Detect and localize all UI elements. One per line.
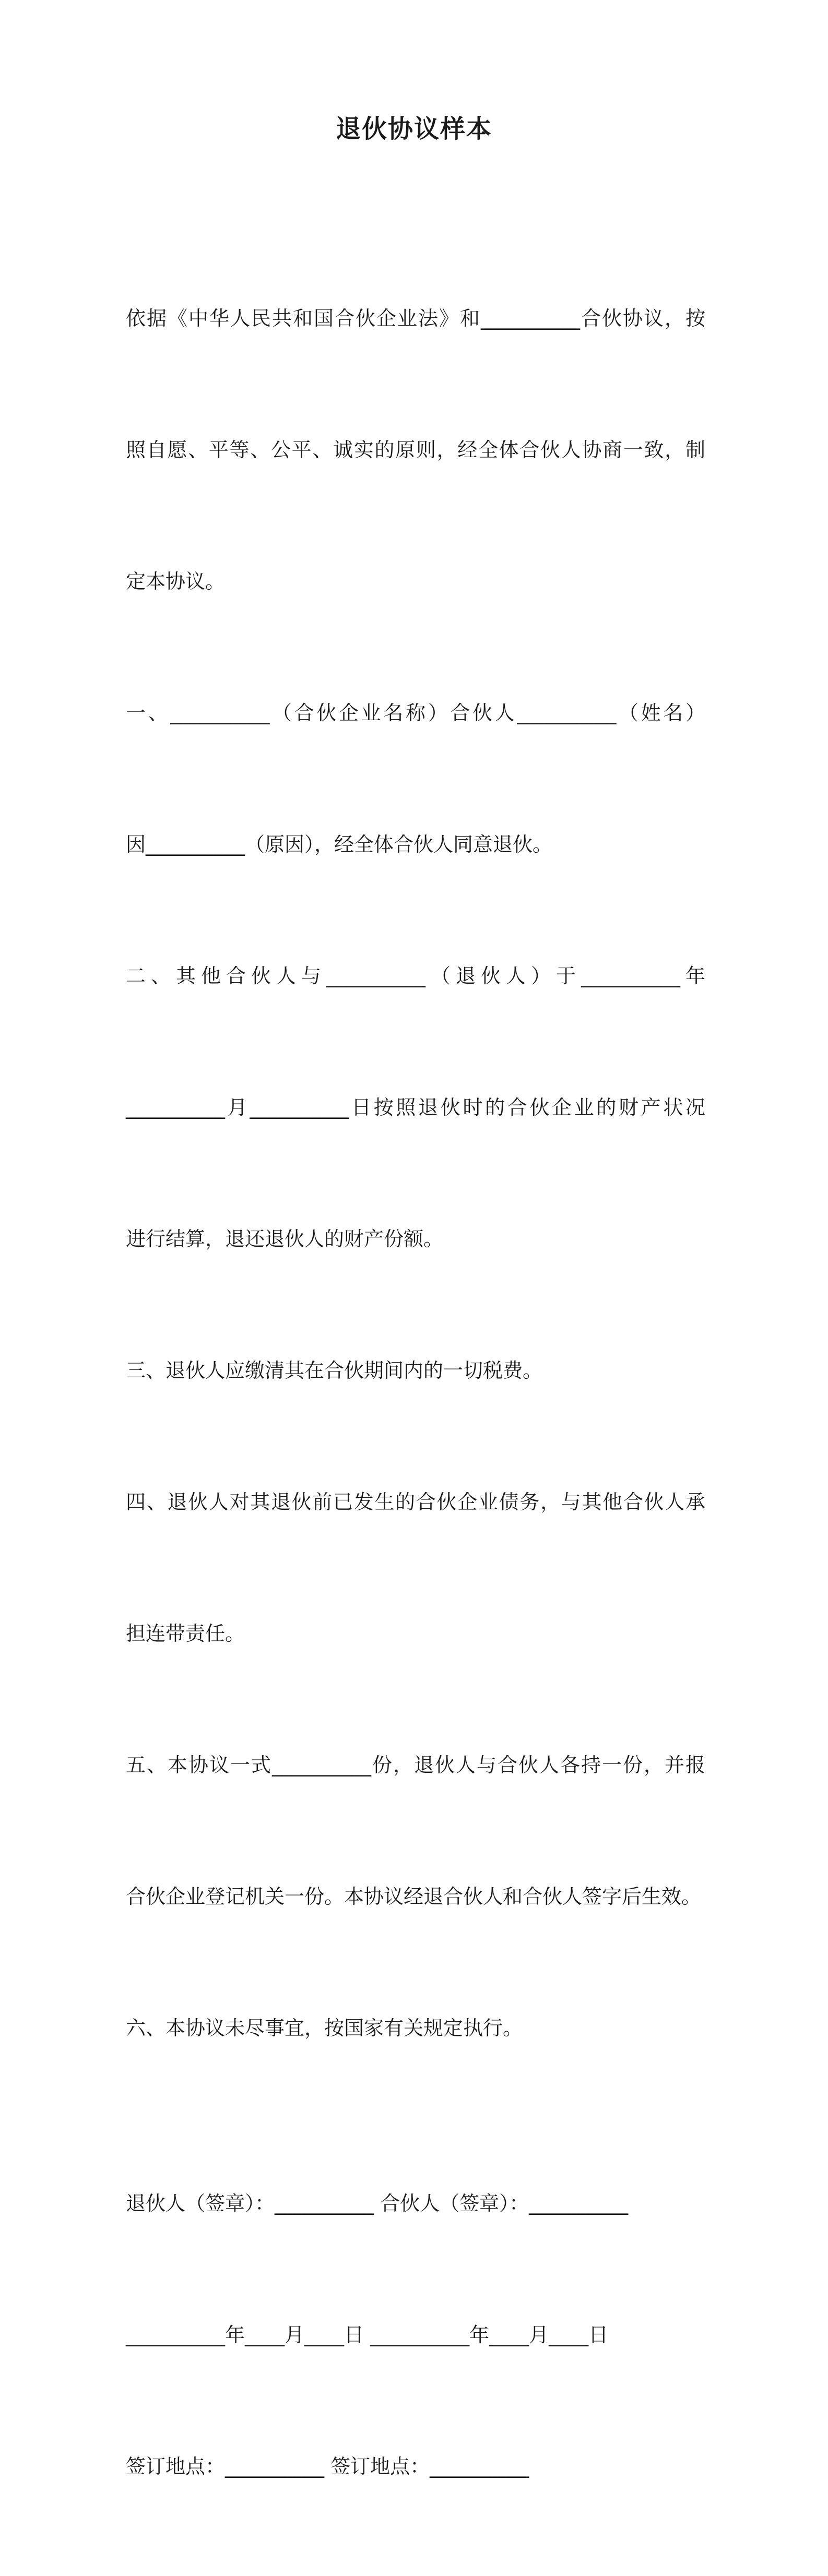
document-body bbox=[126, 209, 726, 2576]
clause-6-line-1: 六、本协议未尽事宜，按国家有关规定执行。 bbox=[126, 2017, 523, 2040]
clause-2-line-1: 二、其他合伙人与__________（退伙人）于__________年 bbox=[126, 964, 705, 987]
body-line-3: 定本协议。 bbox=[126, 570, 226, 593]
signing-place-line: 签订地点：__________ 签订地点：__________ bbox=[126, 2455, 529, 2478]
body-line-2: 照自愿、平等、公平、诚实的原则，经全体合伙人协商一致，制 bbox=[126, 438, 705, 461]
clause-1-line-1: 一、__________（合伙企业名称）合伙人__________（姓名） bbox=[126, 701, 705, 724]
clause-2-line-3: 进行结算，退还退伙人的财产份额。 bbox=[126, 1227, 444, 1250]
date-line: __________年____月____日 __________年____月____日 bbox=[126, 2323, 609, 2346]
clause-1-line-2: 因__________（原因），经全体合伙人同意退伙。 bbox=[126, 833, 553, 856]
clause-4-line-1: 四、退伙人对其退伙前已发生的合伙企业债务，与其他合伙人承 bbox=[126, 1490, 705, 1513]
clause-5-line-1: 五、本协议一式__________份，退伙人与合伙人各持一份，并报 bbox=[126, 1754, 705, 1776]
clause-2-line-2: __________月__________日按照退伙时的合伙企业的财产状况 bbox=[126, 1096, 705, 1119]
clause-4-line-2: 担连带责任。 bbox=[126, 1622, 245, 1645]
document-title: 退伙协议样本 bbox=[335, 114, 492, 144]
clause-5-line-2: 合伙企业登记机关一份。本协议经退合伙人和合伙人签字后生效。 bbox=[126, 1885, 702, 1908]
body-line-1: 依据《中华人民共和国合伙企业法》和__________合伙协议，按 bbox=[126, 307, 705, 330]
clause-3-line-1: 三、退伙人应缴清其在合伙期间内的一切税费。 bbox=[126, 1359, 543, 1382]
signature-line: 退伙人（签章）：__________ 合伙人（签章）：__________ bbox=[126, 2192, 629, 2215]
